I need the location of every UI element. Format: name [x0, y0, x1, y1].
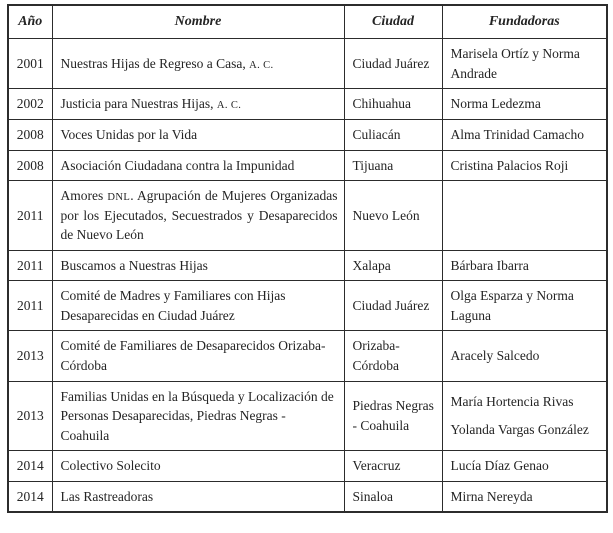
- founders-cell: [442, 481, 607, 512]
- founder-name: María Hortencia Rivas: [450, 393, 574, 409]
- founder-name: Marisela Ortíz y Norma Andrade: [450, 46, 580, 81]
- table-row: [8, 281, 607, 331]
- founder-name: Aracely Salcedo: [450, 348, 540, 364]
- table-row: [8, 250, 607, 281]
- column-header-name: Nombre: [52, 5, 344, 39]
- organization-name-cell: Comité de Familiares de Desaparecidos Orizaba-Córdoba: [52, 331, 344, 381]
- founders-cell: [442, 89, 607, 120]
- founder-name: Mirna Nereyda: [450, 488, 533, 504]
- founders-cell: [442, 150, 607, 181]
- organization-name-cell: Amores DNL. Agrupación de Mujeres Organizadas por los Ejecutados, Secuestrados y Desaparecidos de Nuevo León: [52, 181, 344, 251]
- table-row: [8, 451, 607, 482]
- founder-name: Cristina Palacios Roji: [450, 157, 569, 173]
- founders-cell: [442, 39, 607, 89]
- organization-name-cell: Justicia para Nuestras Hijas, A. C.: [52, 89, 344, 120]
- founders-cell: [442, 381, 607, 451]
- table-row: [8, 89, 607, 120]
- founders-cell: [442, 119, 607, 150]
- founder-name: Yolanda Vargas González: [450, 422, 589, 438]
- city-cell: Ciudad Juárez: [344, 281, 442, 331]
- founders-cell: [442, 250, 607, 281]
- city-cell: Orizaba-Córdoba: [344, 331, 442, 381]
- table-row: [8, 181, 607, 251]
- organizations-table-wrapper: [7, 4, 606, 513]
- city-cell: Sinaloa: [344, 481, 442, 512]
- founder-name: Lucía Díaz Genao: [450, 458, 549, 474]
- table-row: [8, 150, 607, 181]
- year-cell: 2014: [8, 451, 52, 482]
- column-header-founders: Fundadoras: [442, 5, 607, 39]
- city-cell: Veracruz: [344, 451, 442, 482]
- table-row: [8, 119, 607, 150]
- year-cell: 2011: [8, 250, 52, 281]
- table-row: [8, 381, 607, 451]
- founders-cell: [442, 331, 607, 381]
- founder-name: Olga Esparza y Norma Laguna: [450, 288, 574, 323]
- founders-cell: [442, 181, 607, 251]
- year-cell: 2014: [8, 481, 52, 512]
- organization-name-cell: Voces Unidas por la Vida: [52, 119, 344, 150]
- table-body: [8, 39, 607, 513]
- header-row: [8, 5, 607, 39]
- founder-name: Norma Ledezma: [450, 96, 541, 112]
- column-header-year: Año: [8, 5, 52, 39]
- year-cell: 2011: [8, 181, 52, 251]
- city-cell: Ciudad Juárez: [344, 39, 442, 89]
- organization-name-cell: Buscamos a Nuestras Hijas: [52, 250, 344, 281]
- year-cell: 2001: [8, 39, 52, 89]
- organizations-table: [7, 4, 608, 513]
- column-header-city: Ciudad: [344, 5, 442, 39]
- organization-name-cell: Familias Unidas en la Búsqueda y Localización de Personas Desaparecidas, Piedras Negras - Coahuila: [52, 381, 344, 451]
- city-cell: Nuevo León: [344, 181, 442, 251]
- table-row: [8, 39, 607, 89]
- city-cell: Chihuahua: [344, 89, 442, 120]
- founders-cell: [442, 281, 607, 331]
- organization-name-cell: Comité de Madres y Familiares con Hijas Desaparecidas en Ciudad Juárez: [52, 281, 344, 331]
- founders-cell: [442, 451, 607, 482]
- table-row: [8, 481, 607, 512]
- organization-name-cell: Asociación Ciudadana contra la Impunidad: [52, 150, 344, 181]
- year-cell: 2013: [8, 331, 52, 381]
- year-cell: 2008: [8, 150, 52, 181]
- table-header: [8, 5, 607, 39]
- year-cell: 2013: [8, 381, 52, 451]
- city-cell: Culiacán: [344, 119, 442, 150]
- founder-name: Bárbara Ibarra: [450, 257, 529, 273]
- organization-name-cell: Colectivo Solecito: [52, 451, 344, 482]
- year-cell: 2002: [8, 89, 52, 120]
- table-row: [8, 331, 607, 381]
- year-cell: 2011: [8, 281, 52, 331]
- founder-name: Alma Trinidad Camacho: [450, 126, 584, 142]
- year-cell: 2008: [8, 119, 52, 150]
- city-cell: Xalapa: [344, 250, 442, 281]
- organization-name-cell: Las Rastreadoras: [52, 481, 344, 512]
- city-cell: Tijuana: [344, 150, 442, 181]
- city-cell: Piedras Negras - Coahuila: [344, 381, 442, 451]
- organization-name-cell: Nuestras Hijas de Regreso a Casa, A. C.: [52, 39, 344, 89]
